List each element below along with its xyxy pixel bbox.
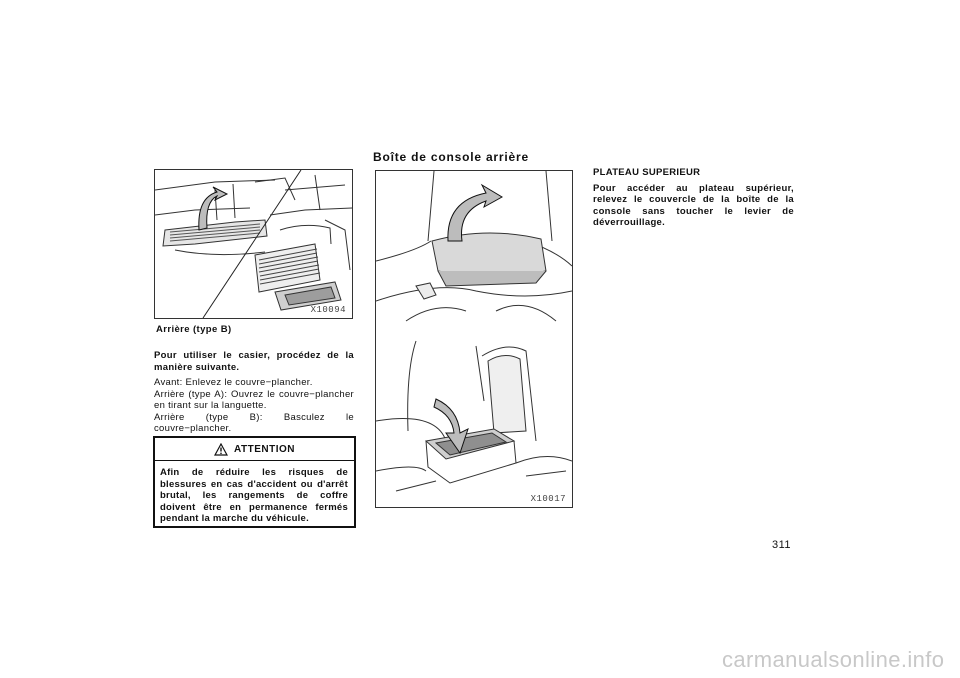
instructions-intro: Pour utiliser le casier, procédez de la manière suivante. [154,350,354,373]
storage-illustration [155,170,352,318]
attention-box [153,436,356,528]
figure-code: X10017 [530,494,566,504]
upper-tray-block [593,167,794,229]
storage-figure [154,169,353,319]
page-number: 311 [772,539,792,551]
instruction-rear-a: Arrière (type A): Ouvrez le couvre−plancher en tirant sur la languette. [154,388,354,411]
upper-tray-text: Pour accéder au plateau supérieur, relevez le couvercle de la boîte de la console sans toucher le levier de déverrouillage. [593,182,794,228]
watermark-text: carmanualsonline.info [722,647,945,672]
section-title: Boîte de console arrière [373,150,529,164]
instruction-front: Avant: Enlevez le couvre−plancher. [154,377,313,388]
console-illustration [376,171,572,507]
attention-header [155,438,354,461]
figure-caption: Arrière (type B) [156,324,232,335]
attention-text: Afin de réduire les risques de blessures en cas d'accident ou d'arrêt brutal, les rangements de coffre doivent être en permanence fermés pendant la marche du véhicule. [160,467,348,524]
console-figure [375,170,573,508]
instruction-rear-b: Arrière (type B): Basculez le couvre−plancher. [154,411,354,434]
figure-code: X10094 [310,305,346,315]
instructions-block [154,350,354,435]
attention-title: ATTENTION [234,443,295,455]
upper-tray-subtitle: PLATEAU SUPERIEUR [593,167,701,178]
warning-triangle-icon [214,443,228,456]
